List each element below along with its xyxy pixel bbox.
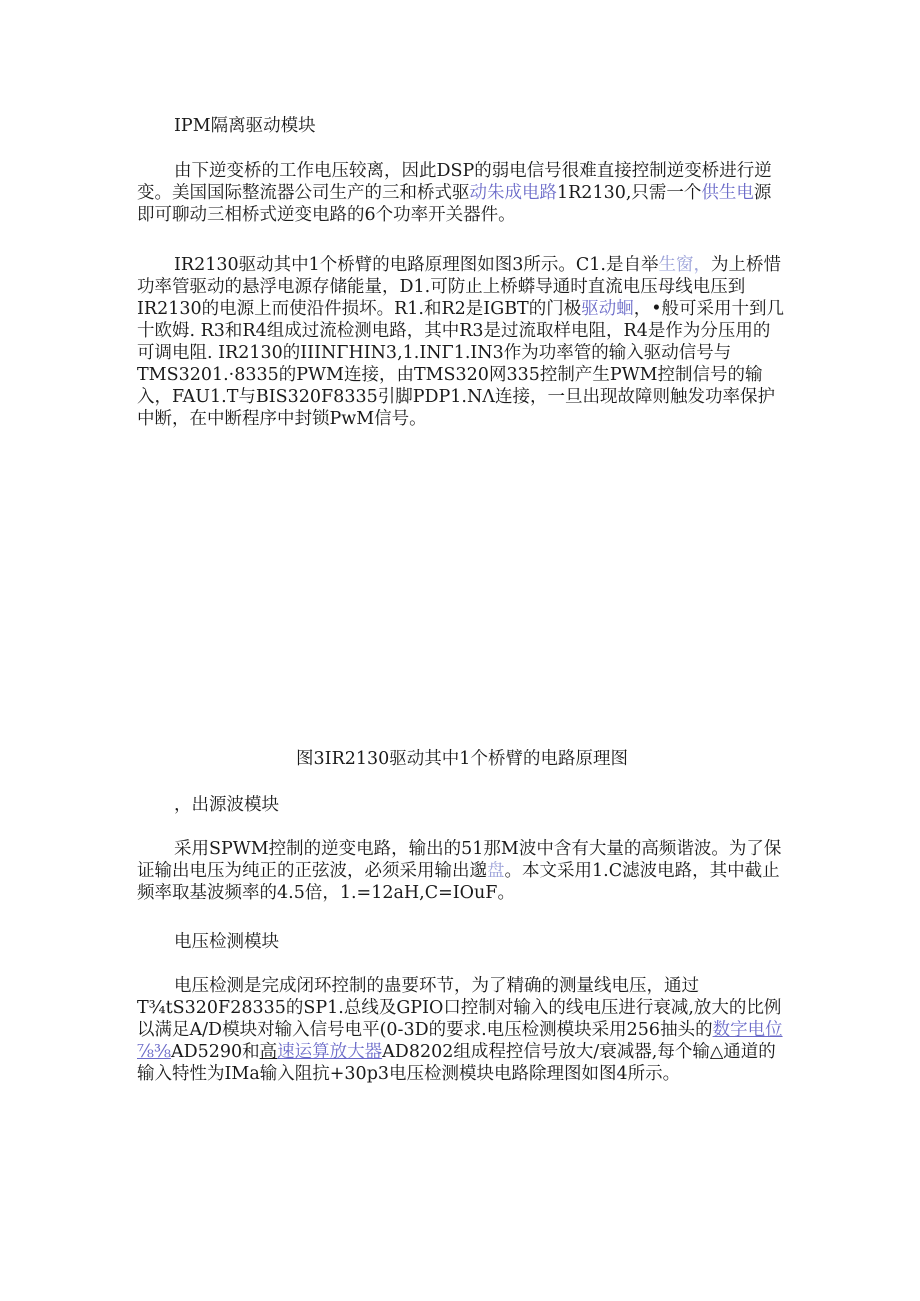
section-heading-source: ，出源波模块 [174,795,279,815]
paragraph-source-1 [137,838,787,904]
section-heading-voltage: 电压检测模块 [174,932,279,952]
text: 由下逆变桥的工作电压较离，因此DSP的弱电信号很难直接控制逆变桥进行逆变。美国国际整流器公司生产的三和桥式驱 [137,161,772,203]
text: 。本文采用1.C滤波电路，其中截止频率取基波频率的4.5倍，1.=12aH,C=IOuF。 [137,861,780,903]
text: IR2130驱动其中1个桥臂的电路原理图如图3所示。C1.是自举 [174,255,659,275]
link-filter[interactable]: 盘 [487,861,505,881]
link-capacitor[interactable]: 生窗， [658,255,711,275]
text: 源即可聊动三相桥式逆变电路的6个功率开关器件。 [137,183,772,225]
section-heading-ipm: IPM隔离驱动模块 [174,116,316,136]
link-op-amp[interactable]: 速运算放大器 [277,1042,383,1062]
link-digital-potentiometer[interactable]: 数字电位⅞⅜ [137,1020,783,1062]
link-integrated-circuit[interactable]: 动朱成电路 [469,183,557,203]
paragraph-voltage-1 [137,975,787,1085]
paragraph-ipm-1 [137,160,787,226]
text: 采用SPWM控制的逆变电路，输出的51那M波中含有大量的高频谐波。为了保证输出电压为纯正的正弦波，必须采用输出邈 [137,839,782,881]
text: ，•般可采用十到几十欧姆. R3和R4组成过流检测电路，其中R3是过流取样电阻，R4是作为分压用的可调电阻. IR2130的IIINΓHIN3,1.INΓ1.IN3作为功率管的输入驱动信号与TMS3201.·8335的PWM连接，由TMS320网335控制产生PWM控制信号的输入，FAU1.T与BIS320F8335引脚PDP1.NΛ连接，一旦出现故障则触发功率保护中断，在中断程序中封锁PwM信号。 [137,299,785,429]
text: 1R2130,只需一个 [557,183,702,203]
link-drive-resistor[interactable]: 驱动蛔 [581,299,634,319]
paragraph-ipm-2 [137,254,787,430]
text: 电压检测是完成闭环控制的蛊要环节，为了精确的测量线电压，通过T¾tS320F28335的SP1.总线及GPIO口控制对输入的线电压进行衰减,放大的比例以满足A/D模块对输入信号电平(0-3D的要求.电压检测模块采用256抽头的 [137,976,782,1040]
text: AD8202组成程控信号放大/衰减器,每个输△通道的输入特性为IMa输入阻抗+30p3电压检测模块电路除理图如图4所示。 [137,1042,776,1084]
text-underlined: 高 [259,1042,278,1062]
figure-3-caption: 图3IR2130驱动其中1个桥臂的电路原理图 [296,749,628,769]
link-power-supply[interactable]: 供生电 [701,183,754,203]
text: AD5290和 [170,1042,260,1062]
text: 为上桥惜功率管驱动的悬浮电源存储能量，D1.可防止上桥蟒导通时直流电压母线电压到IR2130的电源上而使沿件损坏。R1.和R2是IGBT的门极 [137,255,781,319]
